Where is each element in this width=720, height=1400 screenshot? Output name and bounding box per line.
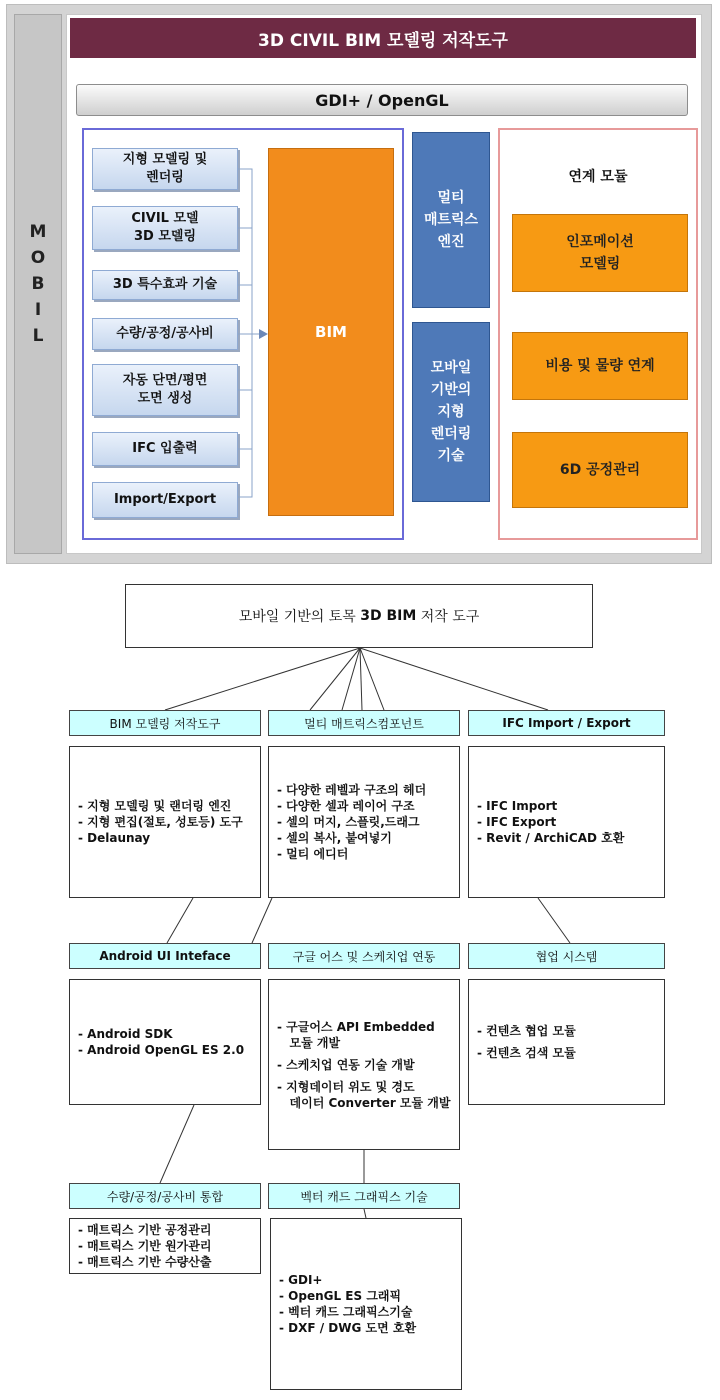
- bracket-arrowhead: [259, 329, 268, 339]
- module-label: CIVIL 모델 3D 모델링: [131, 211, 199, 244]
- list-item: - 컨텐츠 검색 모듈: [477, 1046, 576, 1060]
- list-item: - OpenGL ES 그래픽: [279, 1289, 402, 1303]
- module-label: 지형 모델링 및 렌더링: [122, 152, 208, 185]
- module-label: IFC 입출력: [132, 441, 198, 456]
- side-letter: O: [30, 248, 46, 268]
- node-header-vector-cad: 벡터 캐드 그래픽스 기술: [268, 1183, 460, 1209]
- side-letter: M: [29, 222, 47, 242]
- node-box-android-ui: [69, 979, 261, 1105]
- link-module-title: 연계 모듈: [568, 169, 628, 185]
- module-label: 수량/공정/공사비: [116, 326, 214, 341]
- list-item: - 셀의 머지, 스플릿,드래그: [277, 815, 420, 829]
- tree-edge: [360, 648, 548, 710]
- list-item: - 벡터 캐드 그래픽스기술: [279, 1305, 413, 1319]
- list-item: - IFC Export: [477, 815, 557, 829]
- architecture-title: 3D CIVIL BIM 모델링 저작도구: [70, 18, 696, 58]
- side-letter: I: [34, 300, 42, 320]
- list-item: - 지형 편집(절토, 성토등) 도구: [78, 815, 243, 829]
- list-item: - GDI+: [279, 1273, 323, 1287]
- link-label: 6D 공정관리: [559, 462, 641, 478]
- list-item: - DXF / DWG 도면 호환: [279, 1321, 417, 1335]
- link-label: 인포메이션 모델링: [566, 234, 634, 272]
- node-header-bim-modeling: BIM 모델링 저작도구: [69, 710, 261, 736]
- tree-edge: [538, 898, 570, 943]
- node-box-quantity: [69, 1218, 261, 1274]
- list-item: - Android OpenGL ES 2.0: [78, 1043, 245, 1057]
- node-box-collab: [468, 979, 665, 1105]
- list-item: - 구글어스 API Embedded: [277, 1019, 435, 1034]
- node-header-android-ui: Android UI Inteface: [69, 943, 261, 969]
- list-item: - 매트릭스 기반 수량산출: [78, 1255, 212, 1269]
- bracket-line: [238, 169, 252, 497]
- list-item: - Revit / ArchiCAD 호환: [477, 831, 625, 845]
- tree-edge: [165, 648, 360, 710]
- list-item: - 셀의 복사, 붙여넣기: [277, 831, 392, 845]
- module-label: 자동 단면/평면 도면 생성: [122, 373, 208, 406]
- list-item: - 매트릭스 기반 공정관리: [78, 1223, 212, 1237]
- tree-edge: [364, 1209, 366, 1218]
- list-item: 데이터 Converter 모듈 개발: [277, 1095, 451, 1110]
- root-text: 저작 도구: [420, 609, 480, 625]
- list-item: - Android SDK: [78, 1027, 173, 1041]
- tree-edge: [167, 898, 193, 943]
- link-label: 비용 및 물량 연계: [545, 358, 655, 374]
- node-header-quantity: 수량/공정/공사비 통합: [69, 1183, 261, 1209]
- node-header-collab: 협업 시스템: [468, 943, 665, 969]
- node-header-google-earth: 구글 어스 및 스케치업 연동: [268, 943, 460, 969]
- list-item: - 지형데이터 위도 및 경도: [277, 1079, 415, 1094]
- module-label: Import/Export: [113, 492, 217, 507]
- side-letter: L: [32, 326, 44, 346]
- tree-edge: [160, 1105, 194, 1183]
- tree-edge: [360, 648, 384, 710]
- tree-edge: [360, 648, 362, 710]
- tree-root: [125, 584, 593, 648]
- list-item: - 컨텐츠 협업 모듈: [477, 1024, 576, 1038]
- list-item: - 다양한 레벨과 구조의 헤더: [277, 783, 427, 797]
- node-header-ifc: IFC Import / Export: [468, 710, 665, 736]
- node-box-ifc: [468, 746, 665, 898]
- platform-bar: GDI+ / OpenGL: [76, 84, 688, 116]
- engine-label: 모바일 기반의 지형 렌더링 기술: [430, 360, 472, 464]
- list-item: - 매트릭스 기반 원가관리: [78, 1239, 212, 1253]
- tree-edge: [342, 648, 360, 710]
- list-item: - IFC Import: [477, 799, 558, 813]
- list-item: - 스케치업 연동 기술 개발: [277, 1057, 415, 1072]
- list-item: 모듈 개발: [277, 1035, 341, 1050]
- node-box-vector-cad: [270, 1218, 462, 1390]
- tree-edge: [252, 898, 272, 943]
- node-box-multi-matrix: [268, 746, 460, 898]
- list-item: - Delaunay: [78, 831, 151, 845]
- engine-label: 멀티 매트릭스 엔진: [423, 190, 479, 250]
- node-box-google-earth: [268, 979, 460, 1150]
- list-item: - 지형 모델링 및 랜더링 엔진: [78, 799, 232, 813]
- module-label: 3D 특수효과 기술: [112, 277, 218, 292]
- list-item: - 멀티 에디터: [277, 847, 349, 861]
- tree-edge: [310, 648, 360, 710]
- root-bold-text: 3D BIM: [360, 608, 417, 624]
- node-box-bim-modeling: [69, 746, 261, 898]
- side-letter: B: [31, 274, 45, 294]
- list-item: - 다양한 셀과 레이어 구조: [277, 799, 415, 813]
- node-header-multi-matrix: 멀티 매트릭스컴포넌트: [268, 710, 460, 736]
- bim-block: BIM: [268, 148, 394, 516]
- root-text: 모바일 기반의 토목: [238, 609, 356, 625]
